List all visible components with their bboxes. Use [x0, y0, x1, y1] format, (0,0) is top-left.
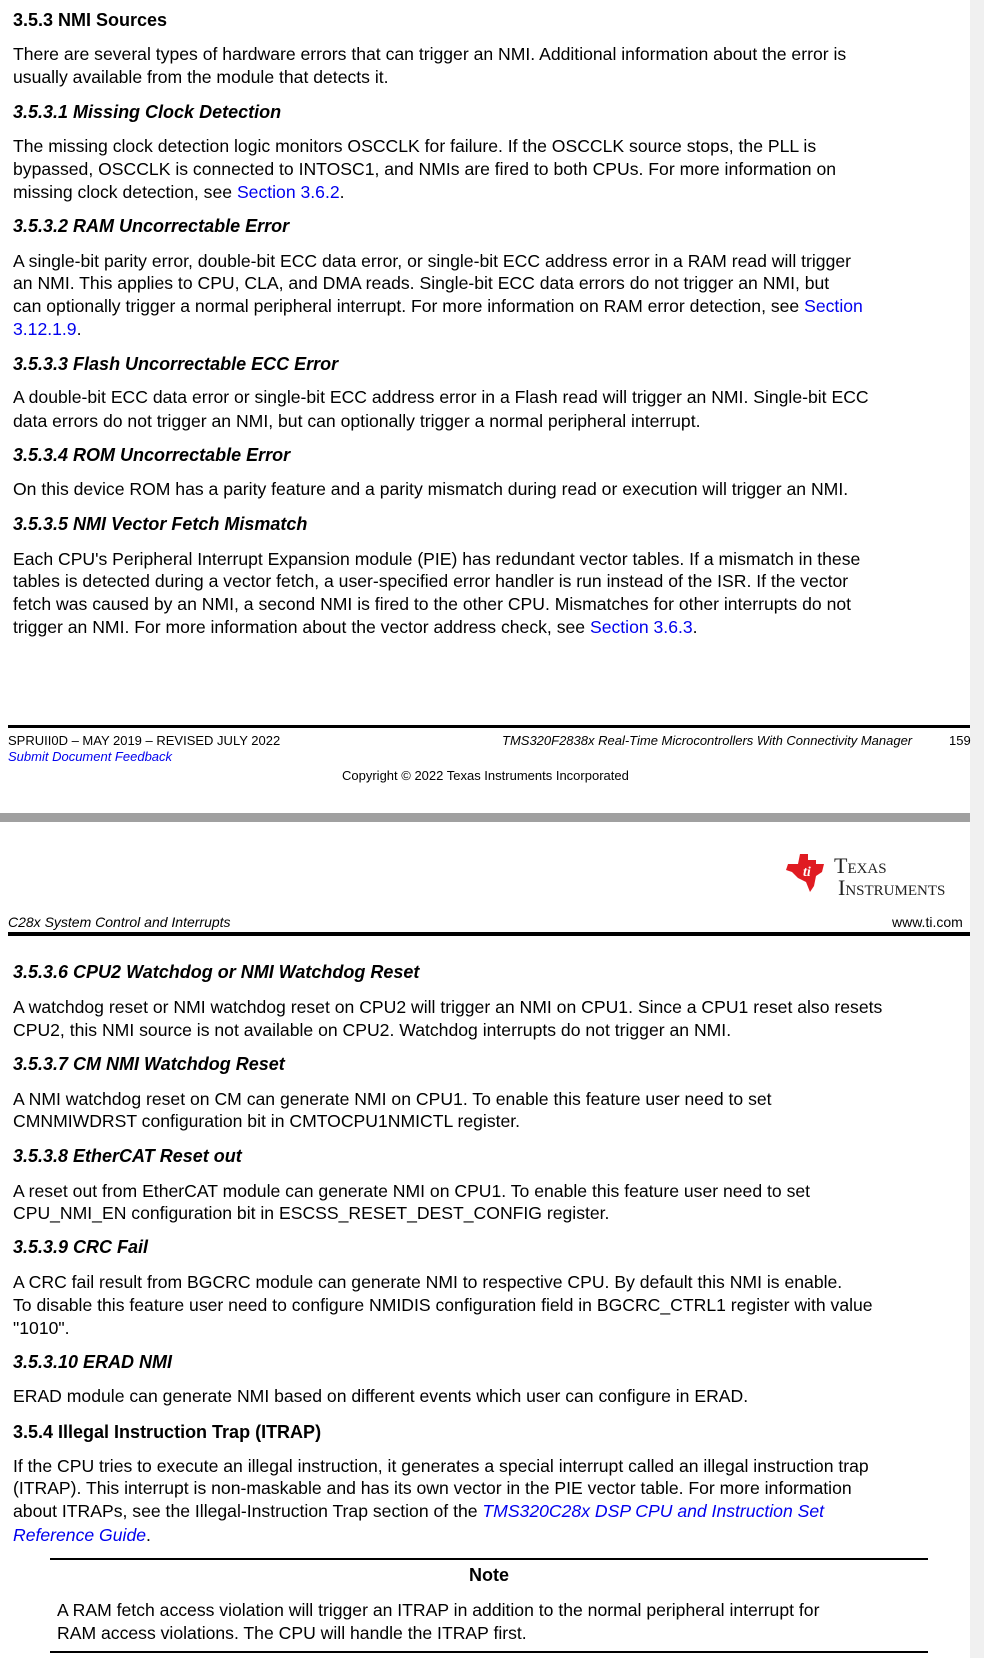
paragraph-line: A double-bit ECC data error or single-bit ECC address error in a Flash read will trigger an NMI. Single-bit ECC — [13, 387, 869, 407]
paragraph-line: "1010". — [13, 1318, 70, 1338]
paragraph-line: A NMI watchdog reset on CM can generate NMI on CPU1. To enable this feature user need to set — [13, 1089, 772, 1109]
paragraph-line — [13, 1524, 151, 1546]
punct: . — [692, 617, 698, 637]
header-section-title: C28x System Control and Interrupts — [8, 914, 231, 930]
note-line: RAM access violations. The CPU will handle the ITRAP first. — [57, 1623, 527, 1643]
note-line: A RAM fetch access violation will trigger an ITRAP in addition to the normal peripheral interrupt for — [57, 1600, 820, 1620]
heading-3-5-3-5: 3.5.3.5 NMI Vector Fetch Mismatch — [13, 514, 308, 534]
paragraph-line: There are several types of hardware errors that can trigger an NMI. Additional information about the error is — [13, 44, 847, 64]
punct: . — [76, 319, 82, 339]
paragraph-line: bypassed, OSCCLK is connected to INTOSC1, and NMIs are fired to both CPUs. For more information on — [13, 159, 837, 179]
punct: . — [339, 182, 345, 202]
paragraph-line — [13, 1500, 824, 1522]
paragraph-line: A watchdog reset or NMI watchdog reset on CPU2 will trigger an NMI on CPU1. Since a CPU1 reset also resets — [13, 997, 883, 1017]
paragraph-line: CMNMIWDRST configuration bit in CMTOCPU1NMICTL register. — [13, 1111, 521, 1131]
heading-3-5-3-10: 3.5.3.10 ERAD NMI — [13, 1352, 173, 1372]
text: can optionally trigger a normal peripheral interrupt. For more information on RAM error detection, see — [13, 296, 805, 316]
paragraph-line: ERAD module can generate NMI based on different events which user can configure in ERAD. — [13, 1386, 749, 1406]
paragraph-line: tables is detected during a vector fetch, a user-specified error handler is run instead of the ISR. If the vector — [13, 571, 849, 591]
paragraph-line — [13, 616, 698, 638]
copyright: Copyright © 2022 Texas Instruments Incorporated — [342, 768, 629, 783]
text: missing clock detection, see — [13, 182, 237, 202]
paragraph-line: CPU2, this NMI source is not available on CPU2. Watchdog interrupts do not trigger an NMI. — [13, 1020, 732, 1040]
paragraph-line — [13, 318, 81, 340]
link-section-3-6-3[interactable]: Section 3.6.3 — [589, 617, 693, 637]
paragraph-line: CPU_NMI_EN configuration bit in ESCSS_RESET_DEST_CONFIG register. — [13, 1203, 610, 1223]
ti-logo-icon — [786, 852, 826, 894]
paragraph-line: (ITRAP). This interrupt is non-maskable and has its own vector in the PIE vector table. For more information — [13, 1478, 852, 1498]
page-separator — [0, 813, 970, 822]
paragraph-line — [13, 295, 863, 317]
svg-text:ti: ti — [803, 865, 811, 880]
footer-doc-title: TMS320F2838x Real-Time Microcontrollers With Connectivity Manager — [502, 733, 913, 748]
paragraph-line: A reset out from EtherCAT module can generate NMI on CPU1. To enable this feature user need to set — [13, 1181, 811, 1201]
note-bottom-rule — [50, 1651, 928, 1653]
footer-doc-id: SPRUII0D – MAY 2019 – REVISED JULY 2022 — [8, 733, 281, 748]
paragraph-line: A single-bit parity error, double-bit ECC data error, or single-bit ECC address error in a RAM read will trigger — [13, 251, 851, 271]
paragraph-line: To disable this feature user need to configure NMIDIS configuration field in BGCRC_CTRL1 register with value — [13, 1295, 873, 1315]
paragraph-line: data errors do not trigger an NMI, but can optionally trigger a normal peripheral interrupt. — [13, 411, 701, 431]
heading-3-5-3-1: 3.5.3.1 Missing Clock Detection — [13, 102, 282, 122]
header-rule — [8, 932, 970, 936]
link-section-3-12-1-9[interactable]: 3.12.1.9 — [13, 319, 77, 339]
punct: . — [146, 1525, 151, 1545]
paragraph-line: On this device ROM has a parity feature and a parity mismatch during read or execution will trigger an NMI. — [13, 479, 849, 499]
note-title: Note — [469, 1565, 509, 1585]
heading-3-5-3-8: 3.5.3.8 EtherCAT Reset out — [13, 1146, 242, 1166]
link-cpu-reference-guide[interactable]: TMS320C28x DSP CPU and Instruction Set — [482, 1501, 825, 1521]
heading-3-5-3-6: 3.5.3.6 CPU2 Watchdog or NMI Watchdog Reset — [13, 962, 420, 982]
footer-rule — [8, 725, 970, 728]
text: about ITRAPs, see the Illegal-Instruction Trap section of the — [13, 1501, 483, 1521]
submit-feedback-link[interactable]: Submit Document Feedback — [8, 749, 173, 764]
header-site-link[interactable]: www.ti.com — [892, 914, 963, 930]
paragraph-line: Each CPU's Peripheral Interrupt Expansion module (PIE) has redundant vector tables. If a mismatch in these — [13, 549, 861, 569]
heading-3-5-3-3: 3.5.3.3 Flash Uncorrectable ECC Error — [13, 354, 339, 374]
paragraph-line: usually available from the module that detects it. — [13, 67, 389, 87]
heading-3-5-3-9: 3.5.3.9 CRC Fail — [13, 1237, 149, 1257]
note-top-rule — [50, 1558, 928, 1560]
paragraph-line: an NMI. This applies to CPU, CLA, and DMA reads. Single-bit ECC data errors do not trigger an NMI, but — [13, 273, 830, 293]
scrollbar[interactable] — [970, 0, 984, 1658]
heading-3-5-3: 3.5.3 NMI Sources — [13, 10, 168, 30]
heading-3-5-3-7: 3.5.3.7 CM NMI Watchdog Reset — [13, 1054, 285, 1074]
text: trigger an NMI. For more information about the vector address check, see — [13, 617, 590, 637]
heading-3-5-3-4: 3.5.3.4 ROM Uncorrectable Error — [13, 445, 291, 465]
page-number: 159 — [949, 733, 971, 748]
paragraph-line: The missing clock detection logic monitors OSCCLK for failure. If the OSCCLK source stops, the PLL is — [13, 136, 817, 156]
paragraph-line: If the CPU tries to execute an illegal instruction, it generates a special interrupt called an illegal instruction trap — [13, 1456, 869, 1476]
link-section[interactable]: Section — [804, 296, 863, 316]
link-reference-guide[interactable]: Reference Guide — [13, 1525, 147, 1545]
paragraph-line — [13, 181, 345, 203]
logo-line-2: Instruments — [838, 875, 946, 900]
heading-3-5-4: 3.5.4 Illegal Instruction Trap (ITRAP) — [13, 1422, 322, 1442]
paragraph-line: fetch was caused by an NMI, a second NMI is fired to the other CPU. Mismatches for other interrupts do not — [13, 594, 852, 614]
heading-3-5-3-2: 3.5.3.2 RAM Uncorrectable Error — [13, 216, 290, 236]
link-section-3-6-2[interactable]: Section 3.6.2 — [236, 182, 340, 202]
paragraph-line: A CRC fail result from BGCRC module can generate NMI to respective CPU. By default this NMI is enable. — [13, 1272, 843, 1292]
ti-logo-text — [834, 855, 945, 899]
logo-line-1: Texas — [834, 853, 887, 878]
